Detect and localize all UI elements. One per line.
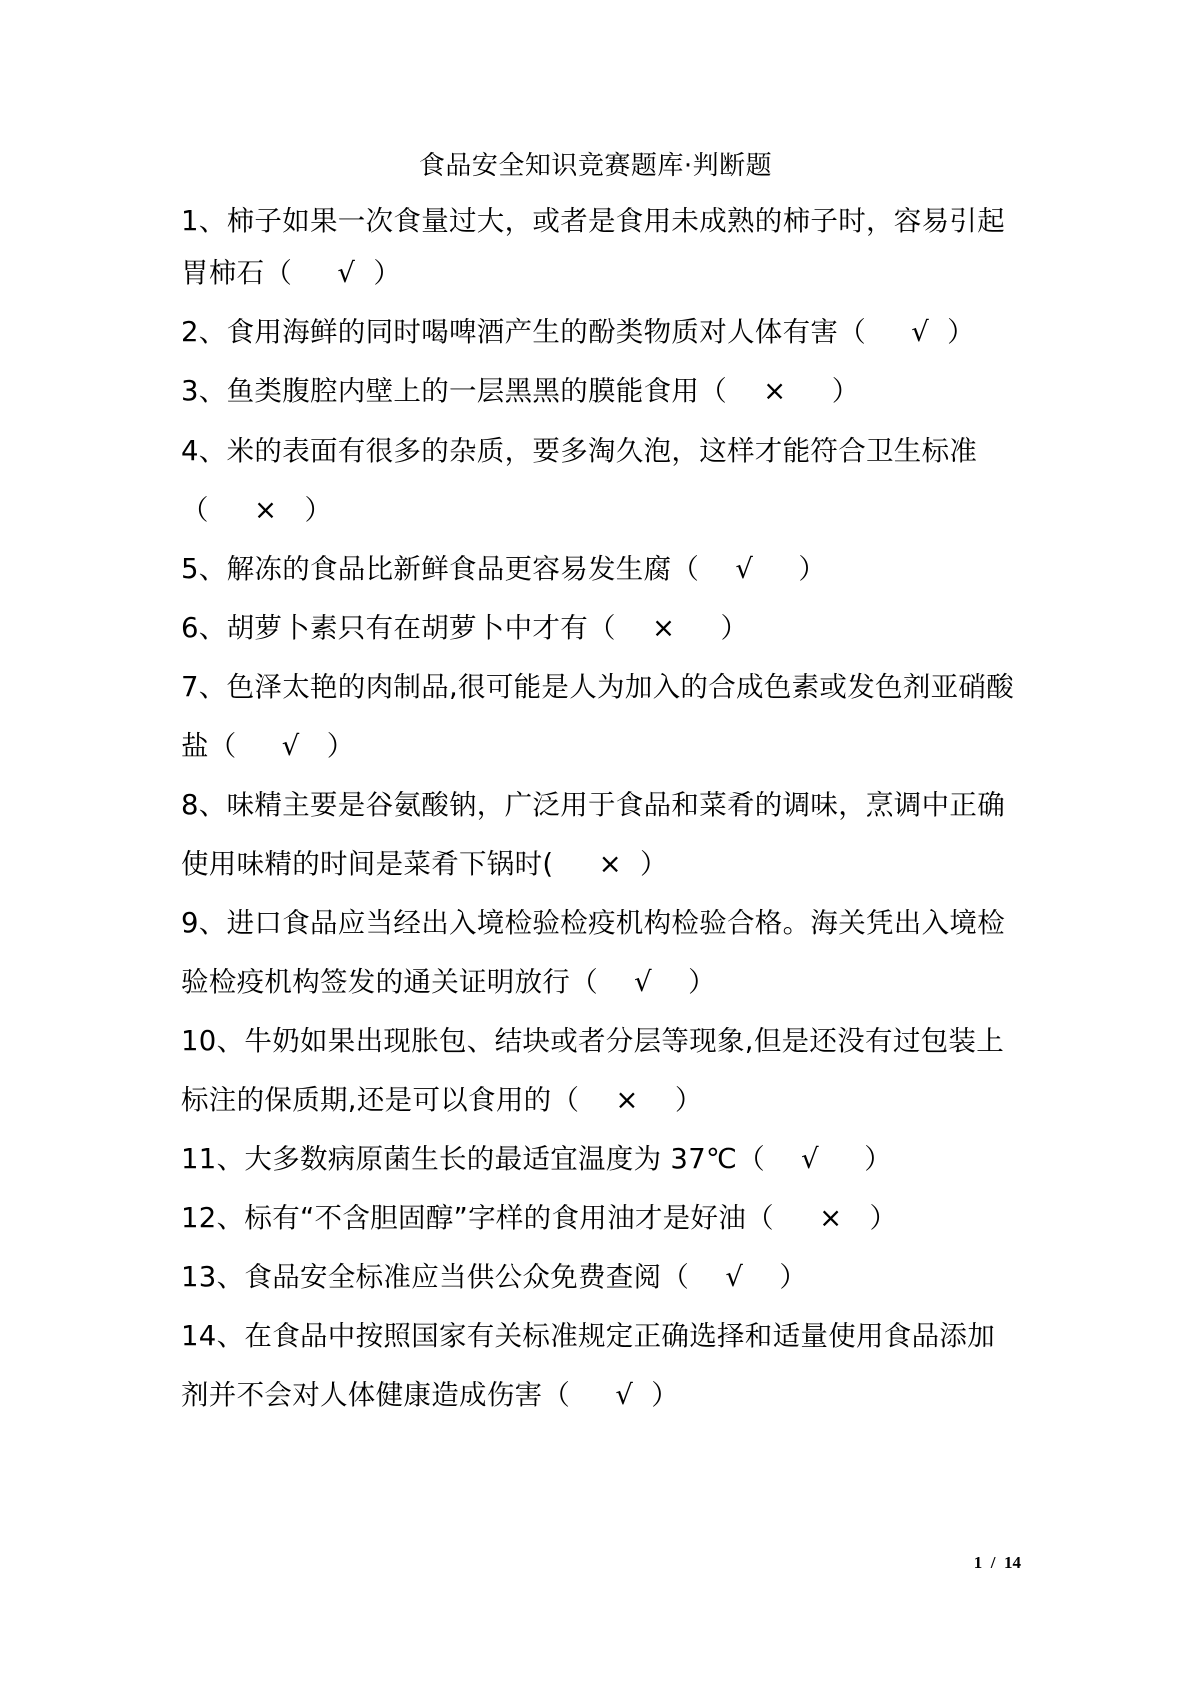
question-1-line-2: 胃柿石（ √ ） (181, 257, 402, 289)
question-3: 3、鱼类腹腔内壁上的一层黑黑的膜能食用（ × ） (181, 375, 860, 407)
question-4-line-1: 4、米的表面有很多的杂质，要多淘久泡，这样才能符合卫生标准 (181, 435, 978, 467)
question-1-line-1: 1、柿子如果一次食量过大，或者是食用未成熟的柿子时，容易引起 (181, 205, 1005, 237)
question-10-line-1: 10、牛奶如果出现胀包、结块或者分层等现象,但是还没有过包装上 (181, 1025, 1005, 1057)
question-6: 6、胡萝卜素只有在胡萝卜中才有（ × ） (181, 612, 749, 644)
page-number: 1 / 14 (973, 1553, 1021, 1572)
question-9-line-2: 验检疫机构签发的通关证明放行（ √ ） (181, 966, 716, 998)
question-10-line-2: 标注的保质期,还是可以食用的（ × ） (181, 1084, 703, 1116)
question-8-line-1: 8、味精主要是谷氨酸钠，广泛用于食品和菜肴的调味，烹调中正确 (181, 789, 1005, 821)
question-7-line-2: 盐（ √ ） (181, 730, 355, 762)
question-12: 12、标有“不含胆固醇”字样的食用油才是好油（ × ） (181, 1202, 898, 1234)
question-5: 5、解冻的食品比新鲜食品更容易发生腐（ √ ） (181, 553, 827, 585)
question-2: 2、食用海鲜的同时喝啤酒产生的酚类物质对人体有害（ √ ） (181, 316, 975, 348)
question-14-line-1: 14、在食品中按照国家有关标准规定正确选择和适量使用食品添加 (181, 1320, 995, 1352)
question-13: 13、食品安全标准应当供公众免费查阅（ √ ） (181, 1261, 808, 1293)
question-8-line-2: 使用味精的时间是菜肴下锅时( × ） (181, 848, 668, 880)
question-14-line-2: 剂并不会对人体健康造成伤害（ √ ） (181, 1379, 680, 1411)
question-7-line-1: 7、色泽太艳的肉制品,很可能是人为加入的合成色素或发色剂亚硝酸 (181, 671, 1015, 703)
question-9-line-1: 9、进口食品应当经出入境检验检疫机构检验合格。海关凭出入境检 (181, 907, 1005, 939)
question-4-line-2: （ × ） (181, 494, 333, 526)
document-title: 食品安全知识竞赛题库·判断题 (418, 151, 773, 181)
question-11: 11、大多数病原菌生长的最适宜温度为 37℃（ √ ） (181, 1143, 893, 1175)
